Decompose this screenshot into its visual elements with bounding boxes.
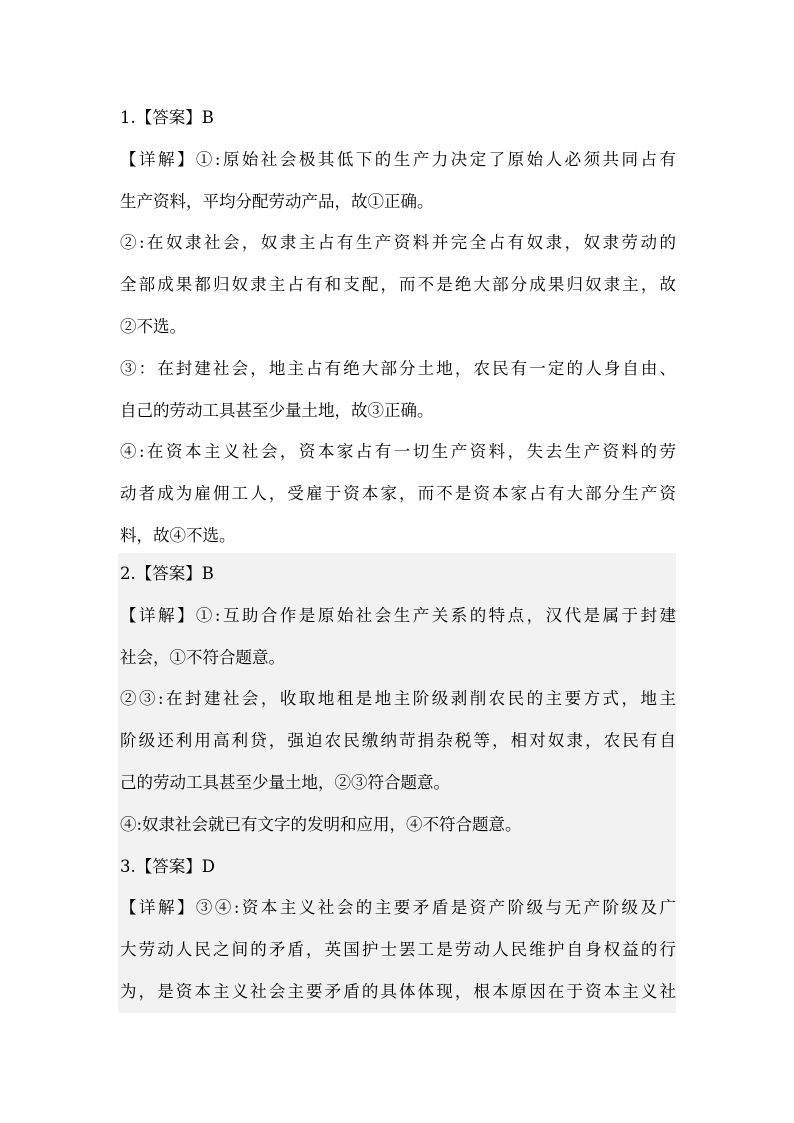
explanation-line: 己的劳动工具甚至少量土地，②③符合题意。 [120,772,450,792]
explanation-line: 社会，①不符合题意。 [120,647,285,667]
explanation-line: 【详解】③④:资本主义社会的主要矛盾是资产阶级与无产阶级及广 [120,898,676,918]
answer-heading: 2.【答案】B [120,564,214,583]
answer-heading: 3.【答案】D [120,856,215,876]
explanation-line: ②③:在封建社会，收取地租是地主阶级剥削农民的主要方式，地主 [120,689,676,709]
explanation-line: 阶级还利用高利贷，强迫农民缴纳苛捐杂税等，相对奴隶，农民有自 [120,731,676,751]
explanation-line: 大劳动人民之间的矛盾，英国护士罢工是劳动人民维护自身权益的行 [120,940,676,960]
explanation-line: 料，故④不选。 [120,525,236,545]
explanation-line: ②:在奴隶社会，奴隶主占有生产资料并完全占有奴隶，奴隶劳动的 [120,233,676,253]
explanation-line: 全部成果都归奴隶主占有和支配，而不是绝大部分成果归奴隶主，故 [120,275,676,295]
explanation-line: ②不选。 [120,316,186,336]
answer-heading: 1.【答案】B [120,108,214,127]
explanation-line: 【详解】①:原始社会极其低下的生产力决定了原始人必须共同占有 [120,149,676,169]
explanation-line: 为，是资本主义社会主要矛盾的具体体现，根本原因在于资本主义社 [120,981,676,1001]
question-1-block [118,97,676,557]
explanation-line: 生产资料，平均分配劳动产品，故①正确。 [120,191,434,211]
question-3-block [118,846,676,1013]
explanation-line: ④:在资本主义社会，资本家占有一切生产资料，失去生产资料的劳 [120,442,676,462]
explanation-line: 自己的劳动工具甚至少量土地，故③正确。 [120,400,434,420]
explanation-line: ④:奴隶社会就已有文字的发明和应用，④不符合题意。 [120,814,522,834]
explanation-line: ③：在封建社会，地主占有绝大部分土地，农民有一定的人身自由、 [120,358,676,378]
question-2-block [118,553,676,846]
explanation-line: 【详解】①:互助合作是原始社会生产关系的特点，汉代是属于封建 [120,605,676,625]
explanation-line: 动者成为雇佣工人，受雇于资本家，而不是资本家占有大部分生产资 [120,484,676,504]
